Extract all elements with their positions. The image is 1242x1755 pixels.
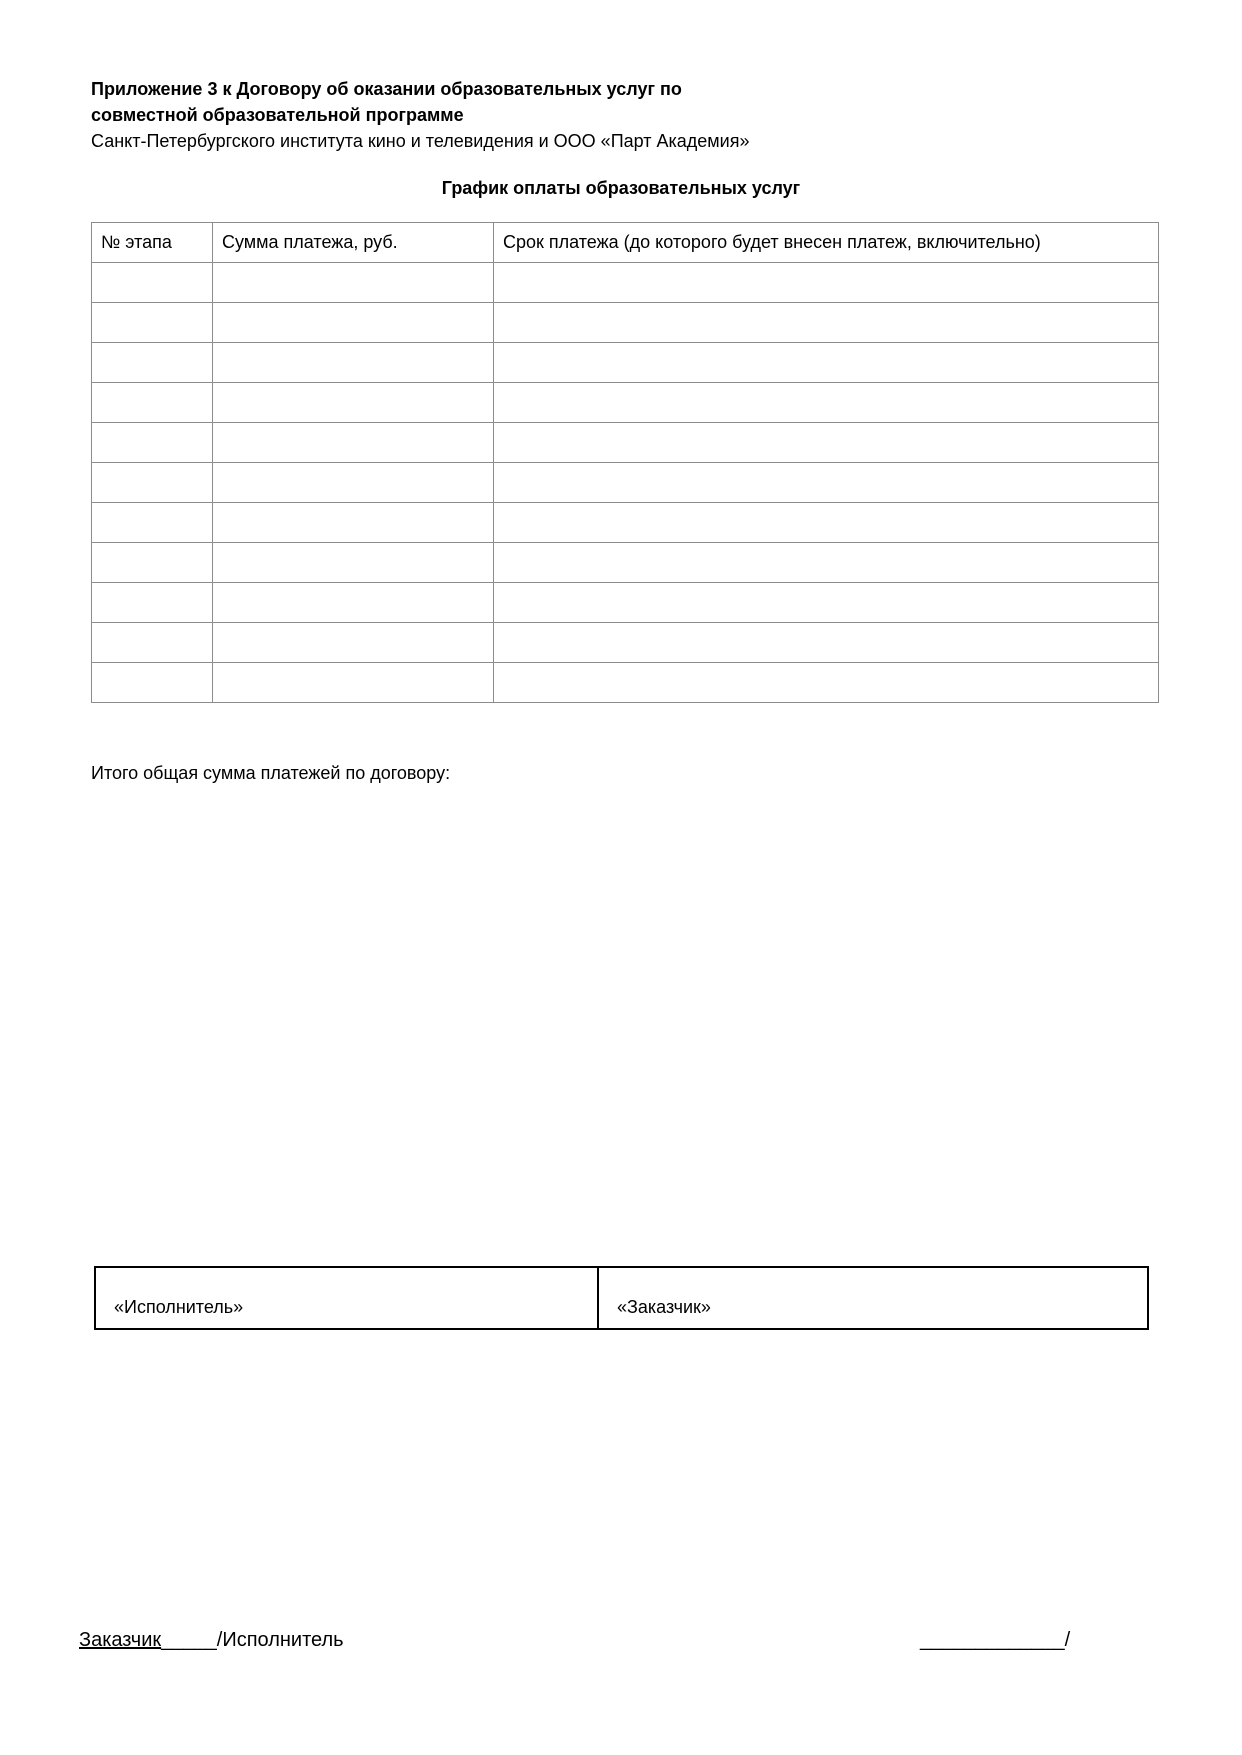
stage-cell (92, 583, 213, 623)
amount-cell (213, 623, 494, 663)
table-row (92, 383, 1159, 423)
deadline-cell (494, 623, 1159, 663)
stage-cell (92, 343, 213, 383)
deadline-cell (494, 583, 1159, 623)
stage-cell (92, 623, 213, 663)
table-row (92, 623, 1159, 663)
header-line-2: совместной образовательной программе (91, 105, 464, 125)
executor-signature-cell: «Исполнитель» (95, 1267, 598, 1329)
column-header-amount: Сумма платежа, руб. (213, 223, 494, 263)
table-header-row (92, 223, 1159, 263)
footer-customer-label: Заказчик (79, 1629, 162, 1651)
footer-signature-line (79, 1626, 344, 1654)
schedule-title: График оплаты образовательных услуг (441, 178, 801, 198)
column-header-deadline: Срок платежа (до которого будет внесен платеж, включительно) (494, 223, 1159, 263)
deadline-cell (494, 503, 1159, 543)
header-line-3: Санкт-Петербургского института кино и телевидения и ООО «Парт Академия» (91, 131, 750, 151)
amount-cell (213, 343, 494, 383)
amount-cell (213, 303, 494, 343)
stage-cell (92, 503, 213, 543)
appendix-header (91, 76, 1091, 154)
stage-cell (92, 263, 213, 303)
stage-cell (92, 543, 213, 583)
deadline-cell (494, 543, 1159, 583)
deadline-cell (494, 343, 1159, 383)
table-row (92, 463, 1159, 503)
deadline-cell (494, 663, 1159, 703)
stage-cell (92, 463, 213, 503)
stage-cell (92, 383, 213, 423)
customer-signature-cell: «Заказчик» (598, 1267, 1148, 1329)
table-row (92, 583, 1159, 623)
deadline-cell (494, 463, 1159, 503)
header-line-1: Приложение 3 к Договору об оказании образовательных услуг по (91, 79, 682, 99)
amount-cell (213, 663, 494, 703)
table-row (92, 343, 1159, 383)
deadline-cell (494, 383, 1159, 423)
footer-customer-blank: _____ (161, 1629, 217, 1651)
amount-cell (213, 463, 494, 503)
payment-schedule-table (91, 222, 1159, 703)
deadline-cell (494, 303, 1159, 343)
table-row (92, 263, 1159, 303)
column-header-stage: № этапа (92, 223, 213, 263)
deadline-cell (494, 423, 1159, 463)
total-sum-label: Итого общая сумма платежей по договору: (91, 763, 451, 783)
signature-table (94, 1266, 1149, 1330)
amount-cell (213, 383, 494, 423)
footer-right-blank: _____________/ (920, 1629, 1071, 1651)
footer-executor-label: /Исполнитель (216, 1629, 344, 1651)
table-row (92, 543, 1159, 583)
table-row (92, 303, 1159, 343)
amount-cell (213, 543, 494, 583)
stage-cell (92, 423, 213, 463)
deadline-cell (494, 263, 1159, 303)
stage-cell (92, 663, 213, 703)
amount-cell (213, 503, 494, 543)
amount-cell (213, 263, 494, 303)
amount-cell (213, 423, 494, 463)
signature-row (95, 1267, 1148, 1329)
stage-cell (92, 303, 213, 343)
table-row (92, 663, 1159, 703)
table-row (92, 423, 1159, 463)
amount-cell (213, 583, 494, 623)
table-row (92, 503, 1159, 543)
